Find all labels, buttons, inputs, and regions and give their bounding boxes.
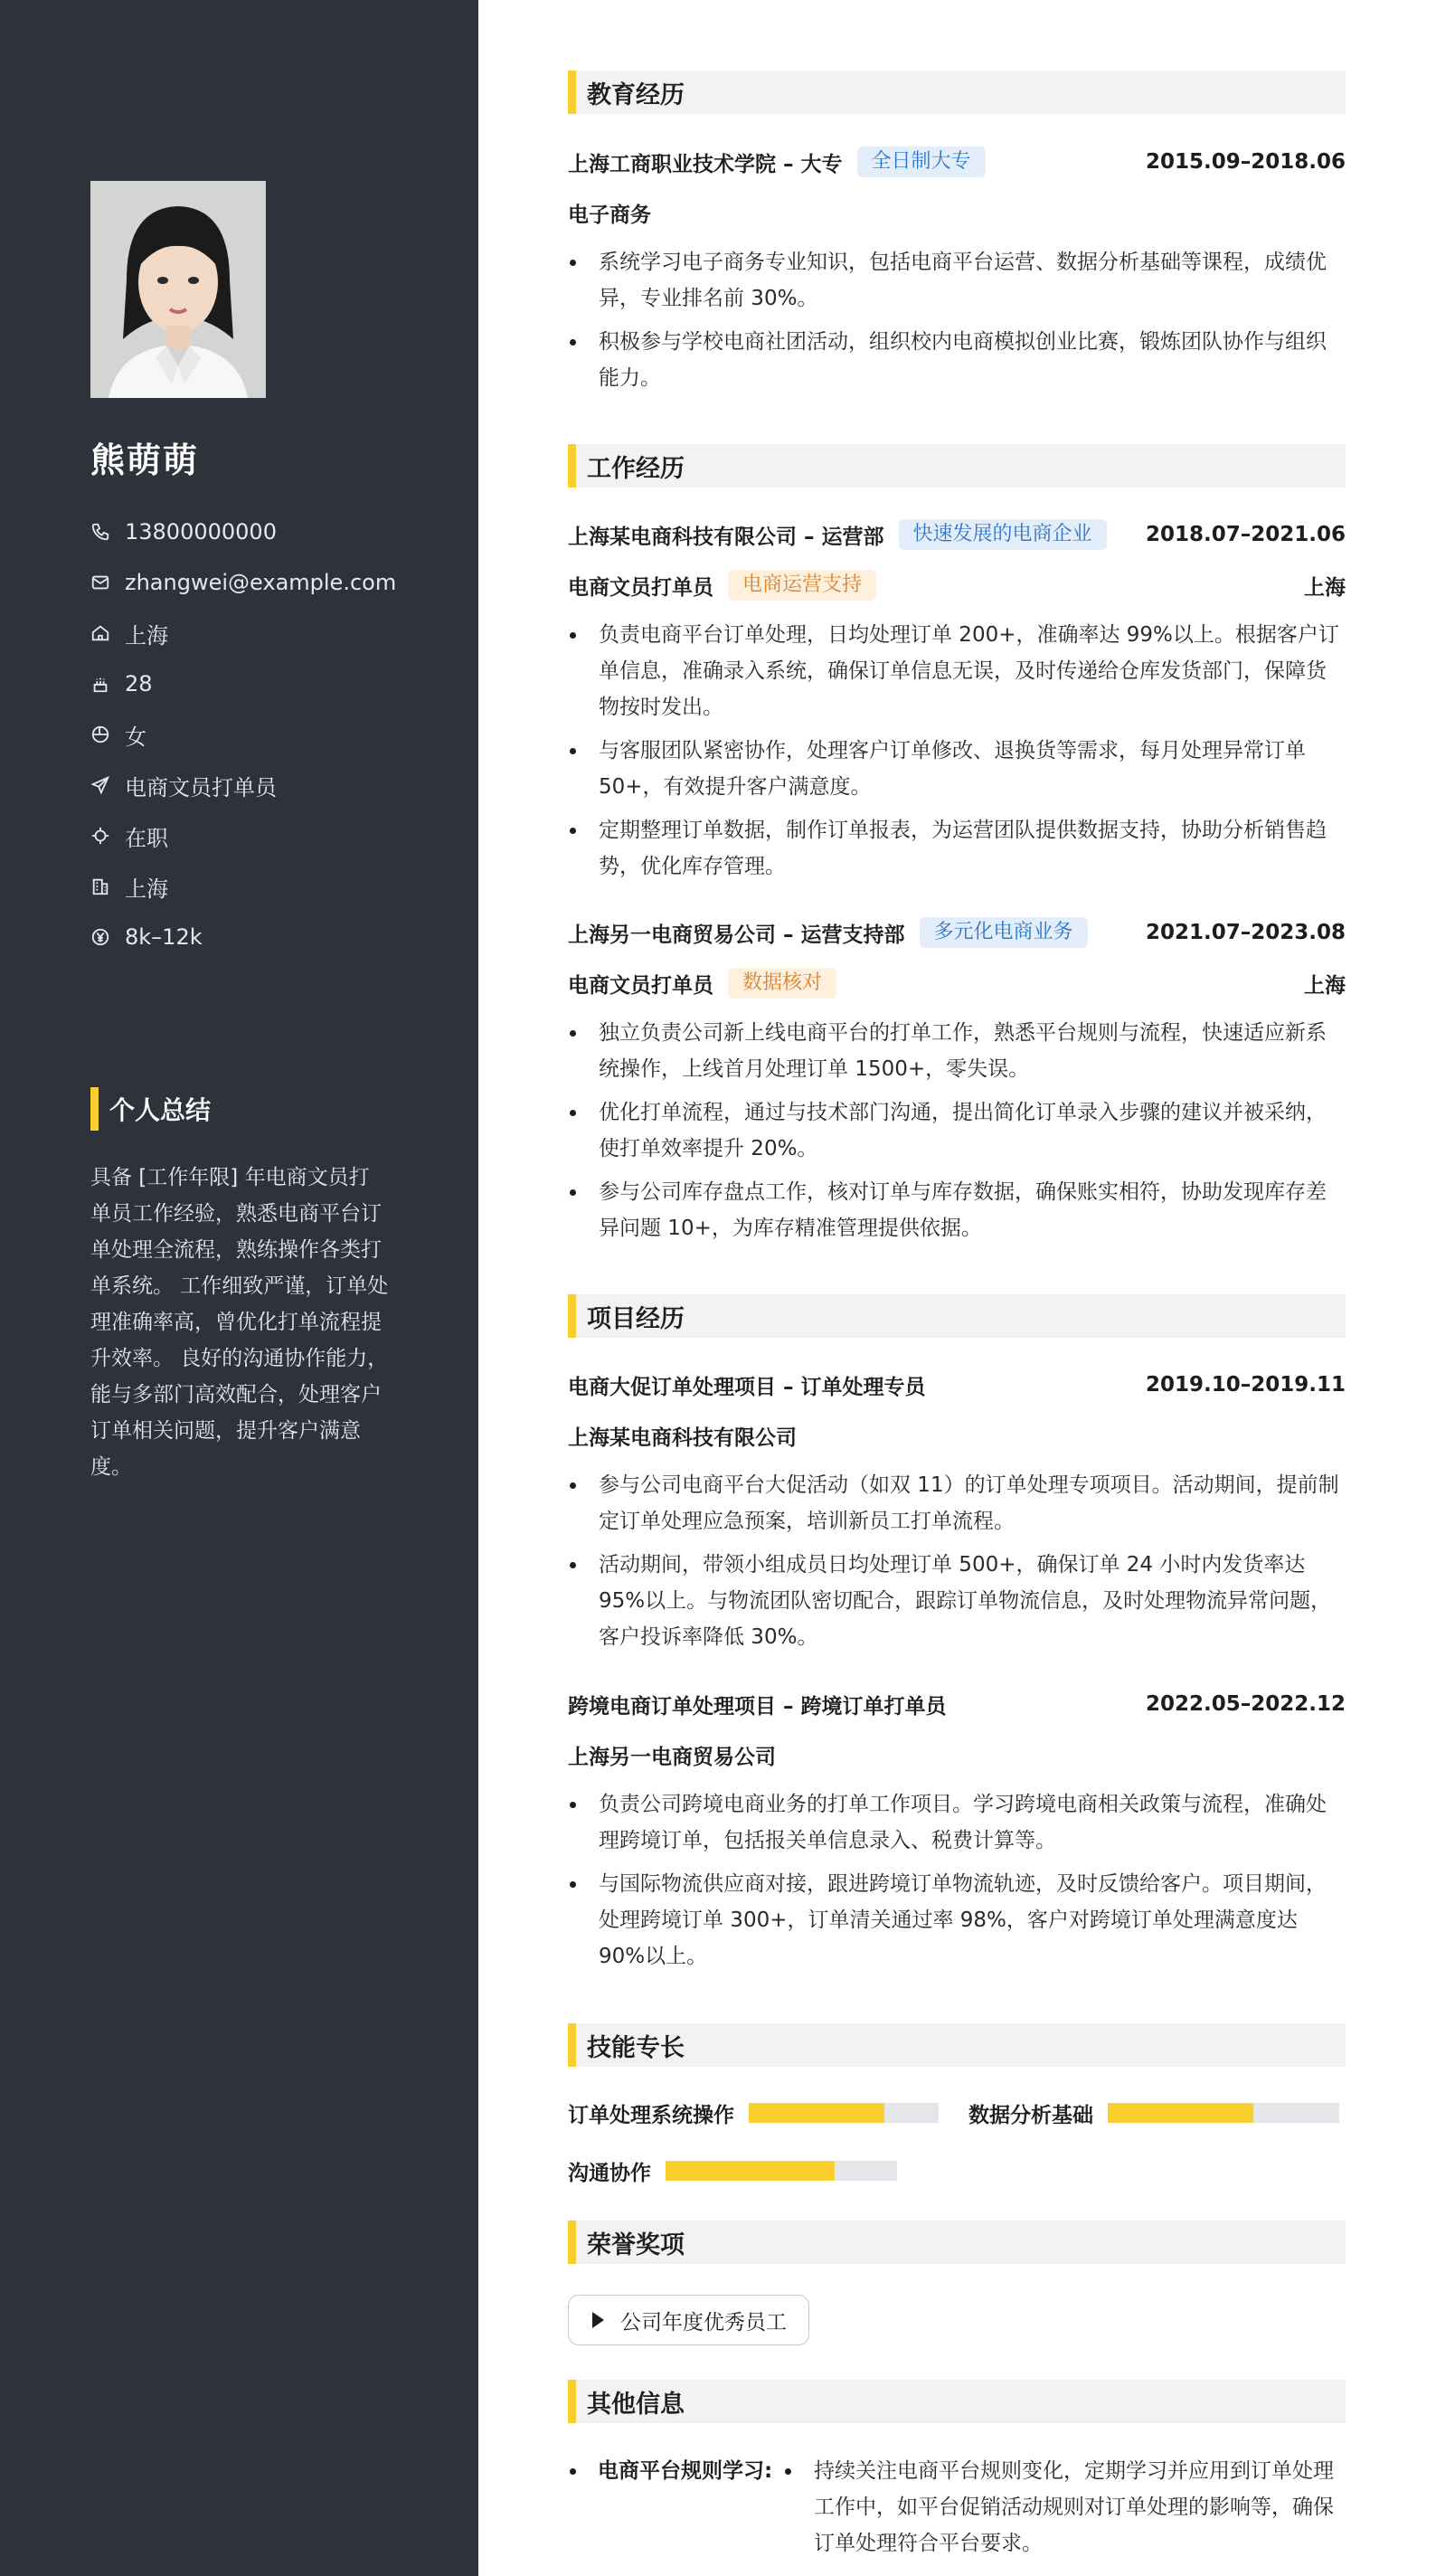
info-text: 8k–12k xyxy=(125,924,203,950)
summary-title: 个人总结 xyxy=(109,1095,212,1125)
section-title: 项目经历 xyxy=(587,1304,685,1333)
section-header-education xyxy=(568,71,1346,114)
project-company: 上海某电商科技有限公司 xyxy=(568,1425,797,1450)
school-name: 上海工商职业技术学院 – 大专 xyxy=(568,152,843,176)
project-bullets xyxy=(568,1467,1346,1662)
info-age xyxy=(90,658,396,709)
date-range: 2021.07–2023.08 xyxy=(1145,921,1346,944)
bullet-item: 独立负责公司新上线电商平台的打单工作，熟悉平台规则与流程，快速适应新系统操作，上线首月处理订单 1500+，零失误。 xyxy=(568,1015,1346,1087)
bullet-item: 负责公司跨境电商业务的打单工作项目。学习跨境电商相关政策与流程，准确处理跨境订单，包括报关单信息录入、税费计算等。 xyxy=(568,1786,1346,1859)
skill-item xyxy=(568,2095,939,2131)
sidebar xyxy=(0,0,478,2576)
bullet-item: 参与公司电商平台大促活动（如双 11）的订单处理专项项目。活动期间，提前制定订单处理应急预案，培训新员工打单流程。 xyxy=(568,1467,1346,1539)
other-info-item xyxy=(568,2453,1346,2562)
company-name: 上海另一电商贸易公司 – 运营支持部 xyxy=(568,923,905,947)
yen-icon xyxy=(90,927,110,947)
bullet-item: 与客服团队紧密协作，处理客户订单修改、退换货等需求，每月处理异常订单 50+，有效提升客户满意度。 xyxy=(568,733,1346,805)
project-company-row xyxy=(568,1737,1346,1773)
info-salary xyxy=(90,912,396,962)
gender-icon xyxy=(90,724,110,744)
major-row xyxy=(568,194,1346,231)
skill-fill xyxy=(666,2161,835,2181)
project-bullets xyxy=(568,1786,1346,1982)
portrait-image xyxy=(90,181,266,398)
cake-icon xyxy=(90,674,110,694)
bullet-item: 积极参与学校电商社团活动，组织校内电商模拟创业比赛，锻炼团队协作与组织能力。 xyxy=(568,324,1346,396)
job-city: 上海 xyxy=(1304,575,1346,600)
info-text[interactable]: 13800000000 xyxy=(125,519,277,545)
info-text: 女 xyxy=(125,724,146,750)
section-title: 教育经历 xyxy=(587,80,685,109)
accent-bar xyxy=(568,2380,576,2423)
job-city: 上海 xyxy=(1304,973,1346,998)
info-position xyxy=(90,760,396,810)
info-city xyxy=(90,861,396,912)
project-header-row xyxy=(568,1686,1346,1722)
section-header-work xyxy=(568,444,1346,488)
section-header-honors xyxy=(568,2221,1346,2264)
skill-fill xyxy=(749,2103,884,2123)
education-tag: 全日制大专 xyxy=(857,147,986,177)
avatar xyxy=(90,181,266,398)
skill-item xyxy=(568,2153,897,2189)
section-header-projects xyxy=(568,1294,1346,1338)
company-tag: 快速发展的电商企业 xyxy=(899,519,1107,550)
skill-fill xyxy=(1108,2103,1253,2123)
job-role-row xyxy=(568,567,1346,603)
company-name: 上海某电商科技有限公司 – 运营部 xyxy=(568,525,884,549)
skill-track xyxy=(1108,2103,1339,2123)
phone-icon xyxy=(90,522,110,542)
job-bullets xyxy=(568,1015,1346,1254)
skill-name: 数据分析基础 xyxy=(968,2103,1093,2127)
skill-item xyxy=(968,2095,1339,2131)
project-header-row xyxy=(568,1367,1346,1403)
accent-bar xyxy=(568,2221,576,2264)
date-range: 2022.05–2022.12 xyxy=(1145,1692,1346,1716)
summary-text: 具备 [工作年限] 年电商文员打单员工作经验，熟悉电商平台订单处理全流程，熟练操作各类打单系统。 工作细致严谨，订单处理准确率高，曾优化打单流程提升效率。 良好的沟通协作能力，能与多部门高效配合，处理客户订单相关问题，提升客户满意度。 xyxy=(90,1166,389,1479)
candidate-name: 熊萌萌 xyxy=(90,440,200,480)
info-text[interactable]: zhangwei@example.com xyxy=(125,570,397,595)
contact-info-list xyxy=(90,507,396,962)
bullet-item: 优化打单流程，通过与技术部门沟通，提出简化订单录入步骤的建议并被采纳，使打单效率提升 20%。 xyxy=(568,1094,1346,1167)
section-title: 其他信息 xyxy=(587,2390,685,2419)
info-email xyxy=(90,557,396,608)
other-text: 持续关注电商平台规则变化，定期学习并应用到订单处理工作中，如平台促销活动规则对订单处理的影响等，确保订单处理符合平台要求。 xyxy=(783,2453,1346,2562)
info-text: 28 xyxy=(125,671,153,696)
company-tag: 多元化电商业务 xyxy=(920,917,1088,948)
building-icon xyxy=(90,876,110,896)
skill-track xyxy=(666,2161,897,2181)
accent-bar xyxy=(90,1087,99,1131)
accent-bar xyxy=(568,71,576,114)
skill-track xyxy=(749,2103,939,2123)
summary-header xyxy=(90,1087,211,1131)
info-text: 电商文员打单员 xyxy=(125,774,277,800)
bullet-item: 参与公司库存盘点工作，核对订单与库存数据，确保账实相符，协助发现库存差异问题 10+，为库存精准管理提供依据。 xyxy=(568,1174,1346,1246)
section-title: 技能专长 xyxy=(587,2033,685,2062)
section-title: 工作经历 xyxy=(587,454,685,483)
job-bullets xyxy=(568,617,1346,892)
project-name: 电商大促订单处理项目 – 订单处理专员 xyxy=(568,1375,926,1399)
project-company-row xyxy=(568,1417,1346,1454)
section-title: 荣誉奖项 xyxy=(587,2230,685,2259)
bullet-item: 负责电商平台订单处理，日均处理订单 200+，准确率达 99%以上。根据客户订单信息，准确录入系统，确保订单信息无误，及时传递给仓库发货部门，保障货物按时发出。 xyxy=(568,617,1346,725)
send-icon xyxy=(90,775,110,795)
job-header-row xyxy=(568,914,1346,951)
bullet-item: 与国际物流供应商对接，跟进跨境订单物流轨迹，及时反馈给客户。项目期间，处理跨境订单 300+，订单清关通过率 98%，客户对跨境订单处理满意度达 90%以上。 xyxy=(568,1866,1346,1975)
skill-name: 沟通协作 xyxy=(568,2161,651,2185)
info-text: 在职 xyxy=(125,825,168,851)
info-text: 上海 xyxy=(125,622,168,649)
info-phone xyxy=(90,507,396,557)
project-company: 上海另一电商贸易公司 xyxy=(568,1745,776,1769)
education-bullets xyxy=(568,244,1346,403)
mail-icon xyxy=(90,573,110,592)
award-text: 公司年度优秀员工 xyxy=(620,2310,787,2334)
accent-bar xyxy=(568,1294,576,1338)
info-text: 上海 xyxy=(125,876,168,902)
bullet-dot xyxy=(570,2468,576,2475)
info-location xyxy=(90,608,396,658)
date-range: 2015.09–2018.06 xyxy=(1145,150,1346,174)
home-icon xyxy=(90,623,110,643)
job-role: 电商文员打单员 xyxy=(568,575,713,600)
accent-bar xyxy=(568,2023,576,2067)
other-label: 电商平台规则学习: xyxy=(598,2459,773,2483)
education-header-row xyxy=(568,144,1346,180)
info-status xyxy=(90,810,396,861)
project-name: 跨境电商订单处理项目 – 跨境订单打单员 xyxy=(568,1694,947,1719)
bullet-item: 活动期间，带领小组成员日均处理订单 500+，确保订单 24 小时内发货率达 95%以上。与物流团队密切配合，跟踪订单物流信息，及时处理物流异常问题，客户投诉率降低 30%。 xyxy=(568,1547,1346,1655)
job-role-row xyxy=(568,965,1346,1001)
award-badge[interactable] xyxy=(568,2295,809,2345)
major: 电子商务 xyxy=(568,203,651,227)
role-tag: 电商运营支持 xyxy=(728,570,876,601)
date-range: 2019.10–2019.11 xyxy=(1145,1373,1346,1397)
date-range: 2018.07–2021.06 xyxy=(1145,523,1346,546)
bullet-item: 系统学习电子商务专业知识，包括电商平台运营、数据分析基础等课程，成绩优异，专业排名前 30%。 xyxy=(568,244,1346,317)
role-tag: 数据核对 xyxy=(728,968,836,999)
info-gender xyxy=(90,709,396,760)
play-icon xyxy=(592,2312,604,2328)
section-header-other xyxy=(568,2380,1346,2423)
job-role: 电商文员打单员 xyxy=(568,973,713,998)
accent-bar xyxy=(568,444,576,488)
bullet-item: 定期整理订单数据，制作订单报表，为运营团队提供数据支持，协助分析销售趋势，优化库存管理。 xyxy=(568,812,1346,885)
job-header-row xyxy=(568,516,1346,553)
status-icon xyxy=(90,826,110,846)
section-header-skills xyxy=(568,2023,1346,2067)
skill-name: 订单处理系统操作 xyxy=(568,2103,734,2127)
